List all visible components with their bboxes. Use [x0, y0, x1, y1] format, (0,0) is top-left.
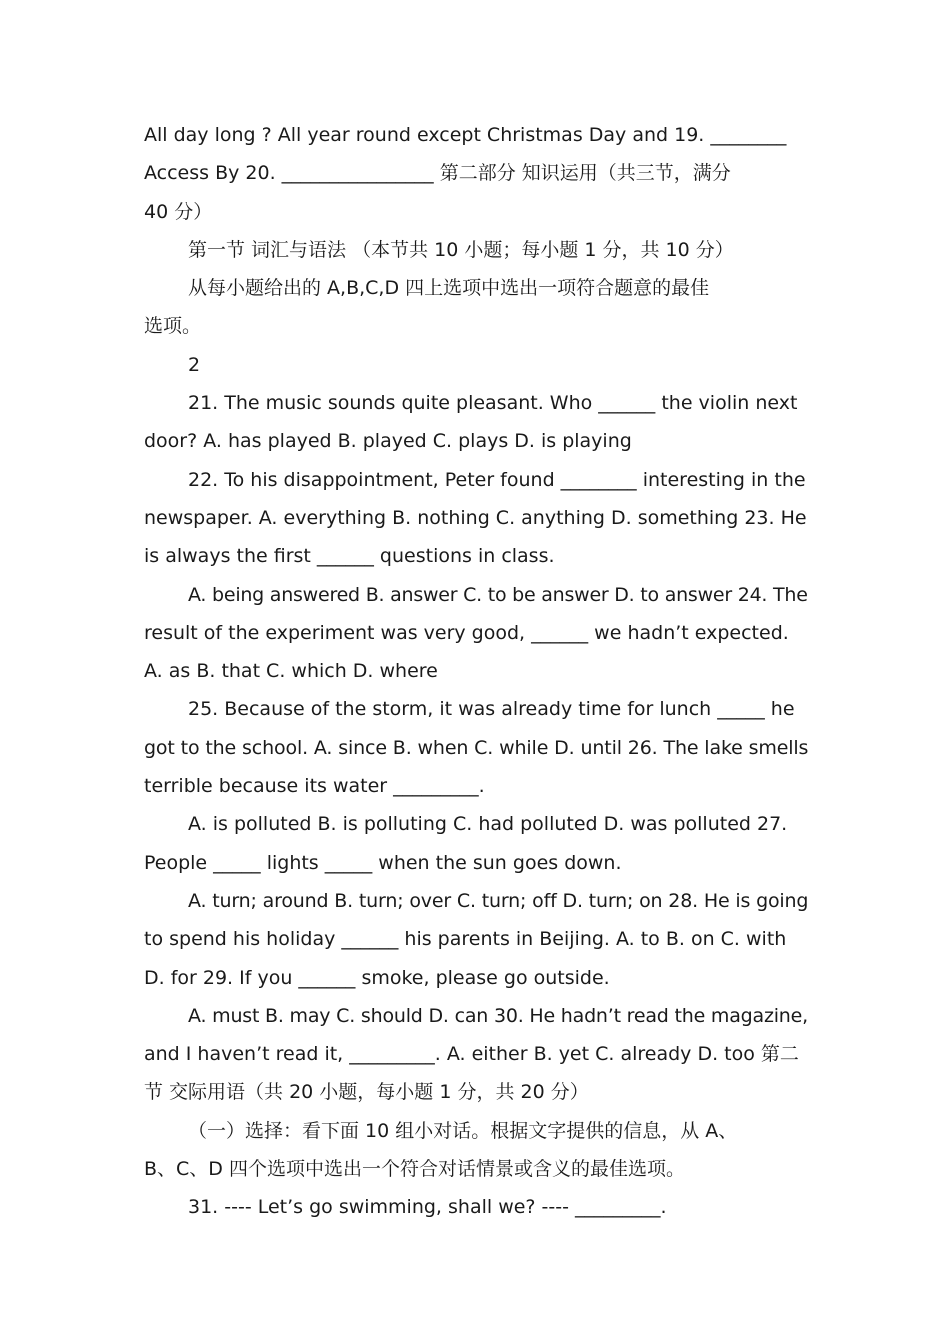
text-line: Access By 20. ________________ 第二部分 知识运用（共三节，满分: [144, 162, 731, 185]
text-line: 节 交际用语（共 20 小题，每小题 1 分，共 20 分）: [144, 1081, 589, 1104]
text-line: 31. ---- Let’s go swimming, shall we? ---- _________.: [188, 1196, 667, 1219]
paragraph: [144, 576, 808, 691]
text-line: People _____ lights _____ when the sun goes down.: [144, 851, 622, 874]
paragraph: [144, 384, 808, 461]
text-line: （一）选择：看下面 10 组小对话。根据文字提供的信息，从 A、: [188, 1119, 738, 1142]
text-line: is always the first ______ questions in class.: [144, 545, 555, 568]
text-line: A. being answered B. answer C. to be answer D. to answer 24. The: [188, 583, 808, 606]
paragraph: [144, 805, 808, 882]
text-line: terrible because its water _________.: [144, 775, 485, 798]
text-line: All day long ? All year round except Christmas Day and 19. ________: [144, 124, 787, 146]
paragraph: [144, 882, 808, 997]
paragraph: [144, 269, 808, 346]
text-line: 从每小题给出的 A,B,C,D 四上选项中选出一项符合题意的最佳: [188, 277, 710, 300]
document-body: [144, 116, 808, 1227]
paragraph: [144, 461, 808, 576]
text-line: 2: [188, 353, 201, 376]
paragraph: [144, 1188, 808, 1226]
text-line: A. as B. that C. which D. where: [144, 660, 438, 683]
text-line: D. for 29. If you ______ smoke, please go outside.: [144, 966, 610, 989]
text-line: result of the experiment was very good, ______ we hadn’t expected.: [144, 621, 789, 644]
text-line: to spend his holiday ______ his parents in Beijing. A. to B. on C. with: [144, 928, 787, 951]
text-line: got to the school. A. since B. when C. while D. until 26. The lake smells: [144, 736, 809, 759]
text-line: 选项。: [144, 315, 202, 338]
text-line: newspaper. A. everything B. nothing C. anything D. something 23. He: [144, 506, 807, 529]
text-line: and I haven’t read it, _________. A. either B. yet C. already D. too 第二: [144, 1043, 799, 1066]
text-line: door? A. has played B. played C. plays D. is playing: [144, 430, 632, 453]
text-line: B、C、D 四个选项中选出一个符合对话情景或含义的最佳选项。: [144, 1158, 685, 1181]
text-line: 21. The music sounds quite pleasant. Who ______ the violin next: [188, 392, 798, 415]
text-line: 第一节 词汇与语法 （本节共 10 小题；每小题 1 分，共 10 分）: [188, 238, 734, 261]
paragraph: [144, 997, 808, 1112]
text-line: 25. Because of the storm, it was already time for lunch _____ he: [188, 698, 795, 721]
text-line: A. must B. may C. should D. can 30. He hadn’t read the magazine,: [188, 1004, 808, 1027]
paragraph: [144, 231, 808, 269]
paragraph: [144, 1112, 808, 1189]
text-line: 22. To his disappointment, Peter found ________ interesting in the: [188, 468, 806, 491]
text-line: A. is polluted B. is polluting C. had polluted D. was polluted 27.: [188, 813, 788, 836]
paragraph: [144, 690, 808, 805]
text-line: 40 分）: [144, 200, 213, 223]
text-line: A. turn; around B. turn; over C. turn; off D. turn; on 28. He is going: [188, 889, 809, 912]
paragraph: [144, 116, 808, 231]
paragraph: [144, 346, 808, 384]
